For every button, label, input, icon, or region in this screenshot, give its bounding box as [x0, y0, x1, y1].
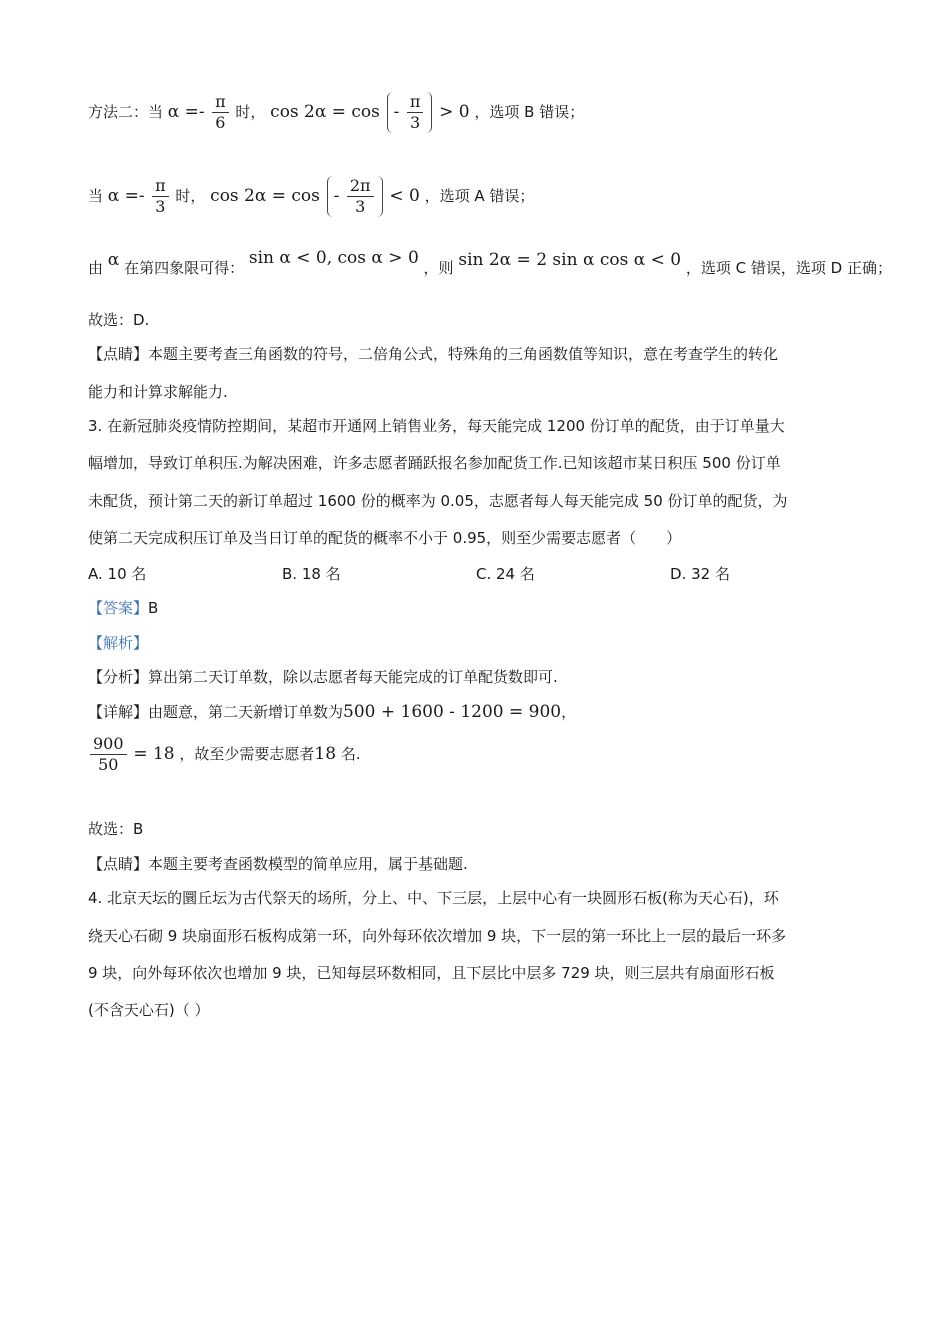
option-d: D. 32 名 [670, 565, 730, 583]
math-cos: cos 2α = cos [210, 186, 320, 206]
q4-line3: 9 块，向外每环依次也增加 9 块，已知每层环数相同，且下层比中层多 729 块，则三层共有扇面形石板 [88, 964, 775, 982]
math-eq: = 18 [133, 744, 175, 764]
q4-line1: 4. 北京天坛的圜丘坛为古代祭天的场所，分上、中、下三层，上层中心有一块圆形石板(称为天心石)，环 [88, 889, 779, 907]
text: ，选项 A 错误； [424, 187, 535, 205]
answer-line-d: 故选：D. [88, 311, 150, 329]
frac-num: π [407, 92, 424, 113]
q3-line4: 使第二天完成积压订单及当日订单的配货的概率不小于 0.95，则至少需要志愿者（ ） [88, 529, 682, 547]
frac-den: 6 [215, 113, 226, 132]
frac-den: 3 [155, 197, 166, 216]
fraction-pi-3 [152, 176, 169, 217]
text: 时， [235, 103, 266, 121]
math-neg: - [333, 186, 345, 206]
text: 由 [88, 259, 104, 277]
text: 时， [175, 187, 206, 205]
option-c: C. 24 名 [476, 565, 535, 583]
math-inequality: sin α < 0, cos α > 0 [248, 248, 419, 268]
math-expression: 500 + 1600 - 1200 = 900 [343, 702, 562, 722]
q4-line4: (不含天心石)（ ） [88, 1001, 210, 1019]
text: 在第四象限可得： [124, 259, 245, 277]
fenxi-line: 【分析】算出第二天订单数，除以志愿者每天能完成的订单配货数即可. [88, 668, 558, 686]
math-neg: - [393, 102, 405, 122]
math-cos: cos 2α = cos [270, 102, 380, 122]
comment1-line2: 能力和计算求解能力. [88, 383, 228, 401]
comment1-line1: 【点睛】本题主要考查三角函数的符号，二倍角公式，特殊角的三角函数值等知识，意在考查学生的转化 [88, 345, 779, 363]
math-alpha: α [107, 250, 120, 270]
frac-num: 900 [90, 734, 127, 755]
frac-den: 50 [98, 755, 119, 774]
math-18: 18 [314, 744, 337, 764]
method2-line2 [88, 176, 534, 217]
frac-num: π [152, 176, 169, 197]
frac-den: 3 [409, 113, 421, 132]
answer-line [88, 597, 158, 619]
text: 方法二：当 [88, 103, 164, 121]
method2-line1 [88, 92, 584, 133]
method2-line3 [88, 248, 892, 279]
text: 名. [336, 745, 361, 763]
math-alpha: α =- [167, 102, 211, 122]
fraction-900-50 [90, 734, 127, 775]
option-a: A. 10 名 [88, 565, 147, 583]
answer-value: B [148, 599, 159, 617]
fraction-line [88, 734, 361, 775]
frac-num: π [212, 92, 229, 113]
text: ， [561, 703, 577, 721]
q3-line2: 幅增加，导致订单积压.为解决困难，许多志愿者踊跃报名参加配货工作.已知该超市某日积压 500 份订单 [88, 454, 781, 472]
math-alpha: α =- [107, 186, 151, 206]
frac-den: 3 [355, 197, 366, 216]
frac-num: 2π [347, 176, 374, 197]
paren-group [387, 92, 433, 133]
option-b: B. 18 名 [282, 565, 341, 583]
fraction-pi-6 [212, 92, 229, 133]
text: ，故至少需要志愿者 [179, 745, 315, 763]
text: ，选项 C 错误，选项 D 正确； [685, 259, 892, 277]
answer-tag: 【答案】 [88, 599, 149, 617]
text: 当 [88, 187, 104, 205]
math-lt: < 0 [389, 186, 420, 206]
q4-line2: 绕天心石砌 9 块扇面形石板构成第一环，向外每环依次增加 9 块，下一层的第一环比上一层的最后一环多 [88, 927, 787, 945]
q3-line3: 未配货，预计第二天的新订单超过 1600 份的概率为 0.05，志愿者每人每天能完成 50 份订单的配货，为 [88, 492, 788, 510]
math-gt: > 0 [439, 102, 470, 122]
fraction-pi-3 [407, 92, 424, 133]
math-expression: sin 2α = 2 sin α cos α < 0 [458, 250, 682, 270]
analysis-tag: 【解析】 [88, 634, 149, 652]
choose-line: 故选：B [88, 820, 144, 838]
text: ，选项 B 错误； [474, 103, 585, 121]
q3-line1: 3. 在新冠肺炎疫情防控期间，某超市开通网上销售业务，每天能完成 1200 份订单的配货，由于订单量大 [88, 417, 785, 435]
paren-group [327, 176, 383, 217]
text: ，则 [423, 259, 454, 277]
fraction-2pi-3 [347, 176, 374, 217]
xiangjie-line [88, 701, 576, 723]
text: 【详解】由题意，第二天新增订单数为 [88, 703, 344, 721]
comment2-line: 【点睛】本题主要考查函数模型的简单应用，属于基础题. [88, 855, 468, 873]
